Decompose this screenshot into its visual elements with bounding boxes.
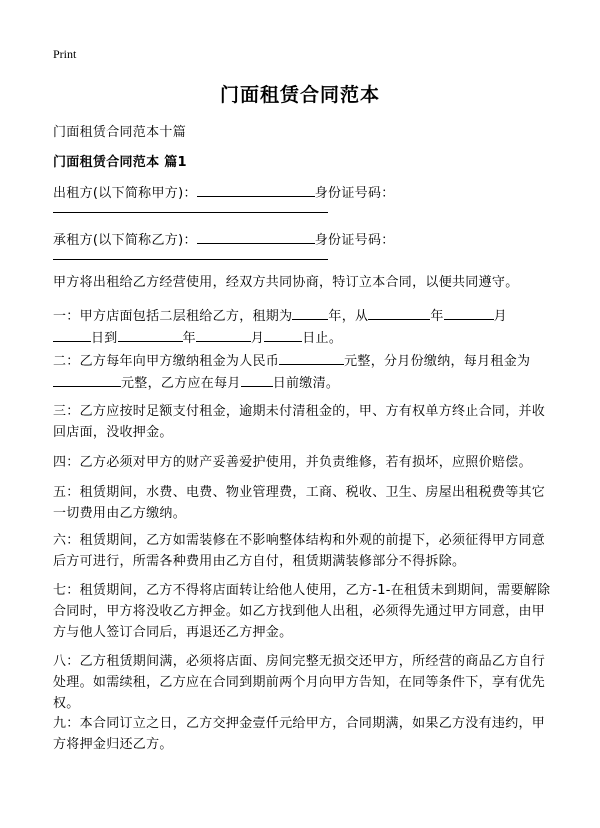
clause-1: [53, 305, 552, 349]
lessor-underline: [53, 212, 328, 213]
blank-start-day: [53, 327, 91, 342]
clause-8: 八：乙方租赁期间满，必须将店面、房间完整无损交还甲方，所经营的商品乙方自行处理。如需续租，乙方应在合同到期前两个月向甲方告知，在同等条件下，享有优先权。: [53, 654, 546, 711]
lessee-name-blank: [197, 229, 315, 244]
clause-1-text-d: 月: [493, 309, 507, 324]
clause-4: 四：乙方必须对甲方的财产妥善爱护使用，并负责维修，若有损坏，应照价赔偿。: [53, 455, 532, 470]
blank-due-day: [241, 372, 273, 387]
page-title: 门面租赁合同范本: [219, 84, 380, 106]
clause-6: 六：租赁期间，乙方如需装修在不影响整体结构和外观的前提下，必须征得甲方同意后方可进行，所需各种费用由乙方自付，租赁期满装修部分不得拆除。: [53, 533, 546, 569]
clause-3: 三：乙方应按时足额支付租金，逾期未付清租金的，甲、方有权单方终止合同，并收回店面，没收押金。: [53, 404, 546, 440]
lessee-id-label: 身份证号码：: [314, 233, 395, 248]
blank-monthly-rent: [53, 372, 121, 387]
clause-5: 五：租赁期间，水费、电费、物业管理费，工商、税收、卫生、房屋出租税费等其它一切费用由乙方缴纳。: [53, 485, 546, 521]
lessee-row: [53, 229, 552, 251]
section-title: 门面租赁合同范本 篇1: [53, 155, 187, 170]
blank-end-day: [264, 327, 302, 342]
clause-1-text-e: 日到: [91, 331, 118, 346]
clause-2-text-c: 元整，乙方应在每月: [121, 376, 241, 391]
clause-2-text-b: 元整，分月份缴纳，每月租金为: [344, 354, 531, 369]
lessor-id-label: 身份证号码：: [314, 186, 395, 201]
doc-subtitle: 门面租赁合同范本十篇: [53, 125, 187, 140]
clause-2-text-a: 二：乙方每年向甲方缴纳租金为人民币: [53, 354, 280, 369]
blank-start-month: [444, 305, 494, 320]
print-link[interactable]: Print: [53, 47, 77, 61]
clause-9: 九：本合同订立之日，乙方交押金壹仟元给甲方，合同期满，如果乙方没有违约，甲方将押金归还乙方。: [53, 716, 546, 752]
lessee-underline: [53, 259, 328, 260]
intro-paragraph: 甲方将出租给乙方经营使用，经双方共同协商，特订立本合同，以便共同遵守。: [53, 275, 519, 290]
clause-1-text-h: 日止。: [302, 331, 343, 346]
clause-1-text-c: 年: [430, 309, 444, 324]
blank-lease-years: [292, 305, 328, 320]
blank-end-month: [196, 327, 251, 342]
clause-2: [53, 350, 552, 394]
blank-annual-rent: [279, 350, 344, 365]
lessor-name-blank: [197, 182, 315, 197]
clause-7: 七：租赁期间，乙方不得将店面转让给他人使用，乙方-1-在租赁未到期间，需要解除合同时，甲方将没收乙方押金。如乙方找到他人出租，必须得先通过甲方同意，由甲方与他人签订合同后，再退还乙方押金。: [53, 583, 551, 640]
clause-1-text-g: 月: [250, 331, 265, 346]
blank-start-year: [368, 305, 430, 320]
clause-1-text-f: 年: [182, 331, 196, 346]
lessor-row: [53, 182, 552, 204]
clause-2-text-d: 日前缴清。: [272, 376, 340, 391]
lessee-label: 承租方(以下简称乙方)：: [53, 233, 197, 248]
clause-1-text-a: 一：甲方店面包括二层租给乙方，租期为: [53, 309, 293, 324]
lessor-label: 出租方(以下简称甲方)：: [53, 186, 197, 201]
clause-1-text-b: 年，从: [328, 309, 369, 324]
blank-end-year: [118, 327, 183, 342]
